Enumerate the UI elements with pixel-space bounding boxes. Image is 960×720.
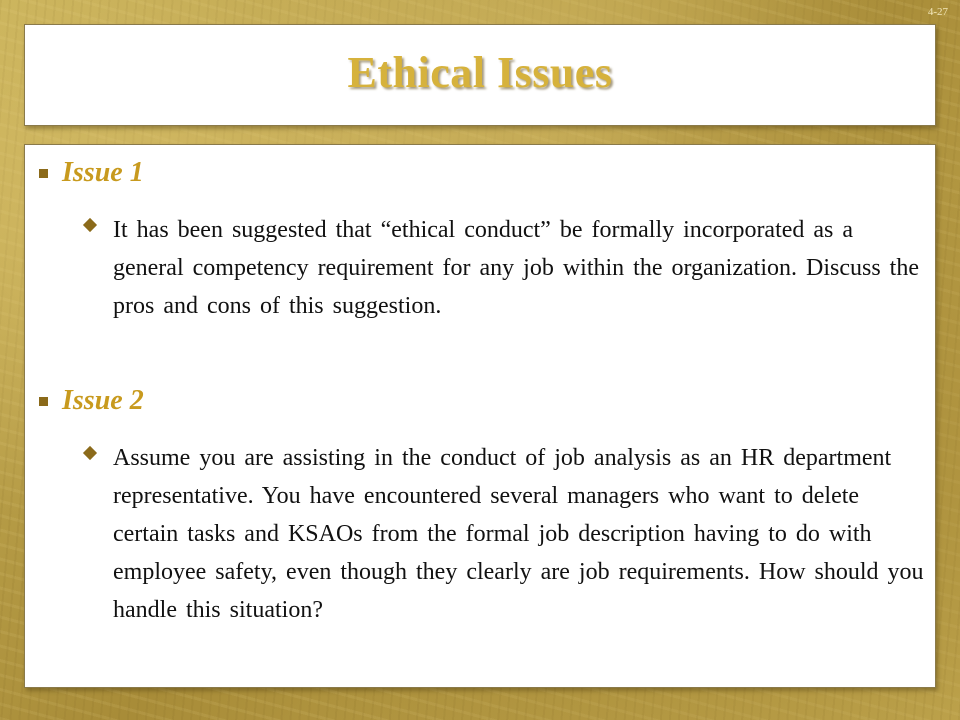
issue-2-body (85, 439, 925, 629)
slide-number: 4-27 (927, 6, 948, 18)
issue-2-text: Assume you are assisting in the conduct of job analysis as an HR department representative. You have encountered several managers who want to delete certain tasks and KSAOs from the formal job description having to do with employee safety, even though they clearly are job requirements. How should you handle this situation? (113, 445, 924, 623)
slide-title: Ethical Issues (347, 47, 613, 97)
issue-1-body (85, 211, 925, 325)
square-bullet-icon (39, 397, 48, 406)
content-panel (24, 144, 936, 688)
square-bullet-icon (39, 169, 48, 178)
issue-2-title: Issue 2 (62, 385, 144, 416)
issue-2-heading (39, 385, 144, 417)
issue-1-title: Issue 1 (62, 157, 144, 188)
title-panel (24, 24, 936, 126)
issue-1-text: It has been suggested that “ethical conduct” be formally incorporated as a general competency requirement for any job within the organization. Discuss the pros and cons of this suggestion. (113, 217, 919, 319)
issue-1-heading (39, 157, 144, 189)
